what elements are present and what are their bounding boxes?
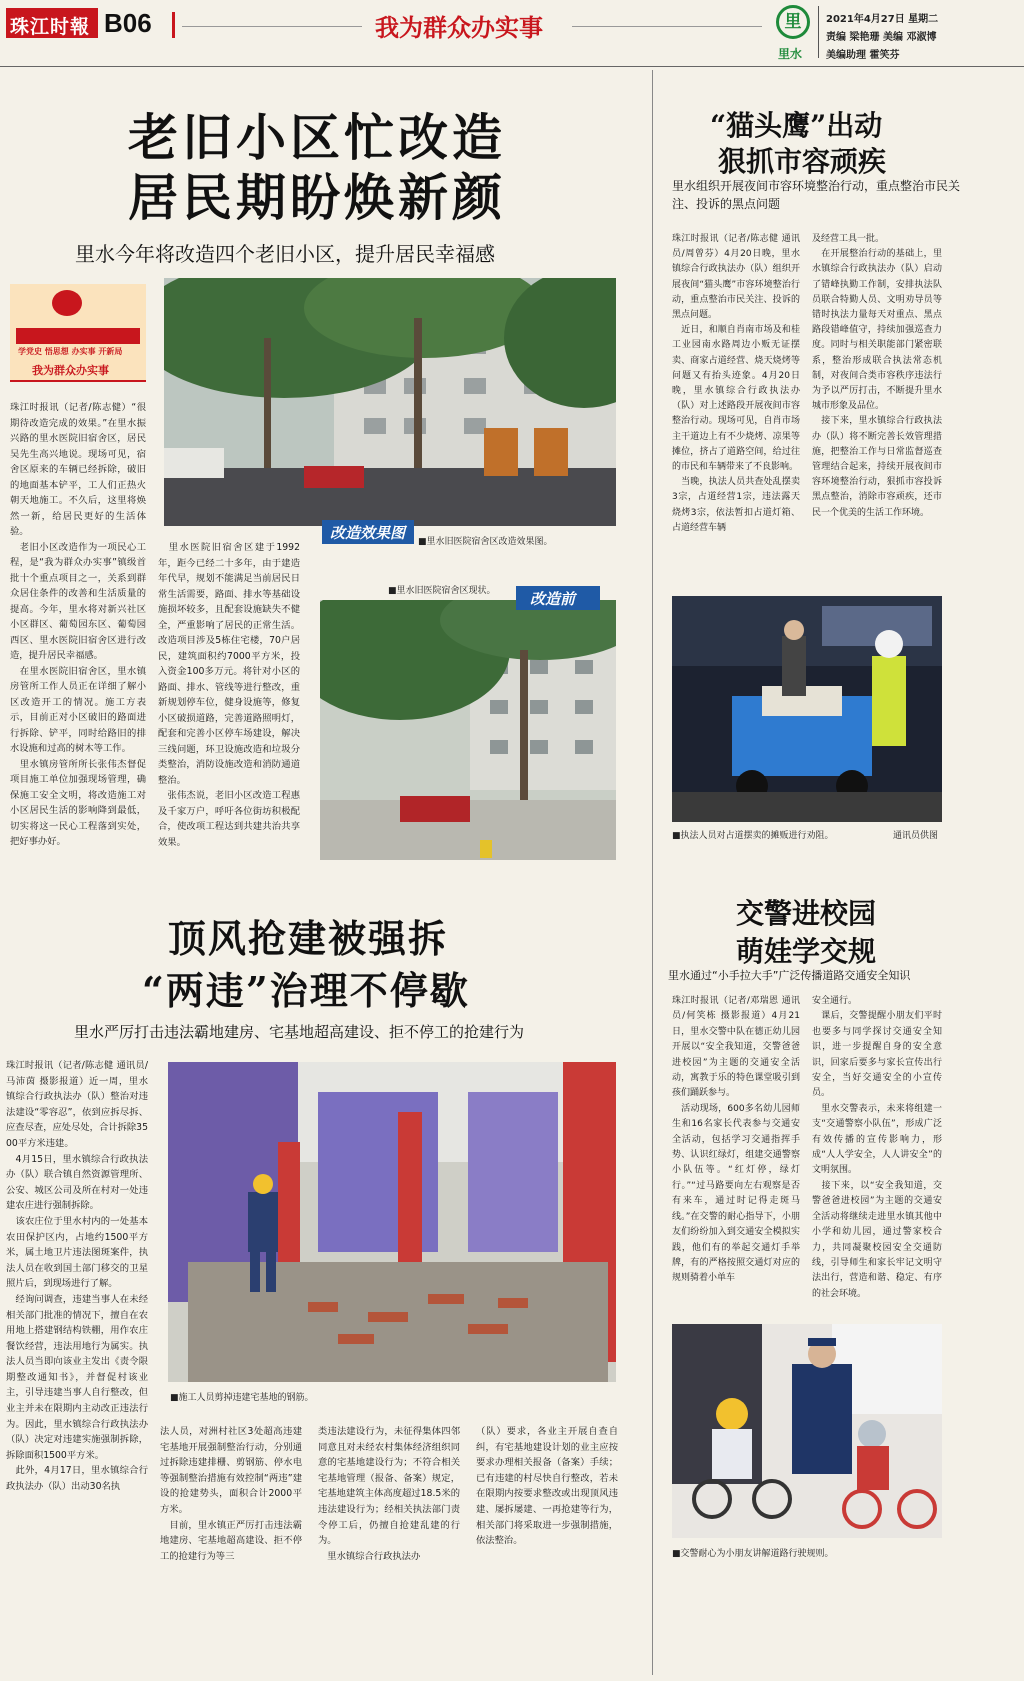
demolition-caption: ■施工人员剪掉违建宅基地的钢筋。 (170, 1393, 314, 1403)
banner-column-name: 我为群众办实事 (32, 364, 109, 377)
article2-title-line1: “猫头鹰”出动 (710, 109, 883, 142)
article4-column1: 珠江时报讯（记者/邓瑞恩 通讯员/何笑栋 摄影报道）4月21日，里水交警中队在德正幼儿园开展以“安全我知道，交警爸爸进校园”为主题的交通安全活动，寓教于乐的特色课堂吸引到孩们踊跃参与。 活动现场，600多名幼儿园师生和16名家长代表参与交通安全活动，包括学习交通指挥手势、认识红绿灯，组建交通警察小队伍等。“红灯停，绿灯行。”“过马路要向左右观察是否有来车，通过时记得走斑马线。”在交警的耐心指导下，小朋友们纷纷加入到交通安全模拟实践，他们有的举起交通灯手举牌，有的严格按照交通灯对应的规则骑着小单车 (672, 996, 800, 1284)
rendering-label-text: 改造效果图 (330, 524, 406, 542)
article3-column4: （队）要求，各业主开展自查自纠，有宅基地建设计划的业主应按要求办理相关报备（备案）手续；已有违建的村尽快自行整改，若未在限期内按要求整改或出现顶风违建、屡拆屡建、一再抢建等行为，相关部门将采取进一步强制措施，依法整治。 (476, 1426, 618, 1547)
lishui-emblem-icon (776, 5, 810, 39)
before-label-text: 改造前 (530, 590, 576, 608)
issue-date: 2021年4月27日 星期二 (826, 14, 939, 25)
emblem-divider (818, 6, 819, 58)
main-column-divider (652, 70, 653, 1675)
masthead (6, 8, 98, 38)
article2-column1: 珠江时报讯（记者/陈志健 通讯员/周曾芬）4月20日晚，里水镇综合行政执法办（队）组织开展夜间“猫头鹰”市容环境整治行动，重点整治市民关注、投诉的黑点问题。 近日，和顺自肖南市场及和桂工业园南水路周边小贩无证摆卖、商家占道经营、烧天烧烤等问题又有抬头迹象。4月20日晚，里水镇综合行政执法办（队）对上述路段开展夜间市容整治行动。现场可见，自肖市场主干道边上有不少烧烤、凉果等摊位，挤占了道路空间，给过往的市民和车辆带来了不良影响。 当晚，执法人员共查处乱摆卖3宗，占道经营1宗，违法露天烧烤3宗，依法暂扣占道灯箱、占道经营车辆 (672, 234, 800, 533)
article1-subtitle: 里水今年将改造四个老旧小区，提升居民幸福感 (75, 242, 495, 266)
page-number: B06 (104, 8, 152, 38)
header-divider (172, 12, 175, 38)
rendering-illustration (164, 278, 616, 526)
paper-name: 珠江时報 (10, 16, 91, 38)
emblem-char: 里 (784, 12, 802, 32)
article2-subtitle: 里水组织开展夜间市容环境整治行动，重点整治市民关注、投诉的黑点问题 (672, 179, 961, 211)
article4-column2: 安全通行。 课后，交警提醒小朋友们平时也要多与同学探讨交通安全知识，进一步提醒自身的安全意识，回家后要多与家长宣传出行安全，当好交通安全的小宣传员。 里水交警表示，未来将组建一支“交通警察小队伍”，形成广泛有效传播的宣传影响力，形成“人人学安全，人人讲安全”的文明氛围。 接下来，以“安全我知道，交警爸爸进校园”为主题的交通安全活动将继续走进里水镇其他中小学和幼儿园，通过警家校合力，共同凝聚校园安全交通防线，引导师生和家长牢记文明守法出行，营造和谐、稳定、有序的社会环境。 (812, 996, 942, 1299)
traffic-class-caption: ■交警耐心为小朋友讲解道路行驶规则。 (672, 1549, 834, 1559)
demolition-photo (168, 1062, 616, 1382)
before-illustration (320, 600, 616, 860)
banner-red-strip (16, 328, 140, 344)
enforcement-photo (672, 596, 942, 822)
article4-subtitle: 里水通过“小手拉大手”广泛传播道路交通安全知识 (668, 969, 911, 982)
traffic-class-illustration (672, 1324, 942, 1538)
article1-column1: 珠江时报讯（记者/陈志健）“很期待改造完成的效果。”在里水振兴路的里水医院旧宿舍区，居民吴先生高兴地说。现场可见，宿舍区原来的车辆已经拆除，破旧的地面基本铲平，工人们正热火朝天地施工。不久后，这里将焕然一新，给居民更好的生活体验。 老旧小区改造作为一项民心工程，是“我为群众办实事”镇级首批十个重点项目之一，关系到群众居住条件的改善和生活质量的提高。今年，里水将对新兴社区小区群区、葡萄园东区、葡萄园西区、里水医院旧宿舍区进行改造，提升居民幸福感。 在里水医院旧宿舍区，里水镇房管所工作人员正在详细了解小区改造开工的情况。施工方表示，目前正对小区破旧的路面进行拆除、铲平，同时给路旧的排水设施和过高的树木等工作。 里水镇房管所所长张伟杰督促项目施工单位加强现场管理，确保施工安全文明，将改造施工对小区居民生活的影响降到最低，切实将这一民心工程落到实处，把好事办好。 (10, 402, 146, 847)
emblem-label: 里水 (778, 47, 803, 61)
before-renovation-photo (320, 600, 616, 860)
article3-column2: 法人员，对洲村社区3处超高违建宅基地开展强制整治行动，分别通过拆除违建排栅、剪钢筋、停水电等强制整治措施有效控制“两违”建设的抢建势头，面积合计2000平方米。 目前，里水镇正严厉打击违法霸地建房、宅基地超高建设、拒不停工的抢建行为等三 (160, 1426, 302, 1562)
party-emblem-icon (52, 290, 82, 316)
header-rule-left (182, 26, 362, 27)
demolition-illustration (168, 1062, 616, 1382)
article3-title-line2: “两违”治理不停歇 (142, 968, 470, 1013)
article3-title-line1: 顶风抢建被强拆 (168, 916, 449, 961)
article4-title-line2: 萌娃学交规 (736, 935, 877, 968)
article2-title-line2: 狠抓市容顽疾 (718, 145, 887, 178)
banner-slogan: 学党史 悟思想 办实事 开新局 (18, 347, 123, 356)
enforcement-credit: 通讯员供图 (893, 831, 939, 841)
header-rule-right (572, 26, 762, 27)
rendering-label-badge (322, 520, 414, 544)
article1-title-line1: 老旧小区忙改造 (128, 108, 506, 167)
article4-title-line1: 交警进校园 (736, 897, 877, 930)
article3-column3: 类违法建设行为，未征得集体四邻同意且对未经农村集体经济组织同意的宅基地建设行为；不符合相关宅基地管理（报备、备案）规定，宅基地建筑主体高度超过18.5米的违法建设行为；经相关执法部门责令停工后，仍擅自抢建乱建的行为。 里水镇综合行政执法办 (318, 1426, 460, 1562)
campaign-banner (10, 284, 146, 382)
rendering-caption: ■里水旧医院宿舍区改造效果图。 (418, 537, 553, 547)
traffic-class-photo (672, 1324, 942, 1538)
before-caption: ■里水旧医院宿舍区现状。 (388, 586, 496, 596)
credits-editor: 责编 梁艳珊 美编 邓淑博 (826, 32, 937, 43)
article3-column1: 珠江时报讯（记者/陈志健 通讯员/马沛茵 摄影报道）近一周，里水镇综合行政执法办（队）整治对违法建设“零容忍”，依到应拆尽拆、应查尽查，应处尽处，合计拆除3500平方米违建。 4月15日，里水镇综合行政执法办（队）联合镇自然资源管理所、公安、城区公司及所在村对一处违建农庄进行强制拆除。 该农庄位于里水村内的一处基本农田保护区内，占地约1500平方米，属土地卫片违法图斑案件，执法人员在收到国土部门移交的卫星照片后，到现场进行了解。 经询问调查，违建当事人在未经相关部门批准的情况下，擅自在农用地上搭建钢结构铁棚，用作农庄餐饮经营，违法用地行为属实。执法人员当即向该业主发出《责令限期整改通知书》，并督促村该业主，引导违建当事人自行整改，但业主并未在限期内主动改正违法行为。因此，里水镇综合行政执法办（队）决定对违建实施强制拆除，拆除面积1500平方米。 此外，4月17日，里水镇综合行政执法办（队）出动30名执 (6, 1060, 148, 1493)
article1-column2: 里水医院旧宿舍区建于1992年，距今已经二十多年，由于建造年代早，规划不能满足当前居民日常生活需要，路面、排水等基础设施损坏较多，且配套设施缺失不健全，严重影响了居民的正常生活。改造项目涉及5栋住宅楼，70户居民，建筑面积约7000平方米，投入资金100多万元。将针对小区的路面、排水、管线等进行整改，重新规划停车位，健身设施等，修复小区破损道路，完善道路照明灯，配套和完善小区停车场建设，解决三线问题，环卫设施改造和垃圾分类整治，消防设施改造和消防通道整治。 张伟杰说，老旧小区改造工程惠及千家万户，呼吁各位街坊积极配合，使改项工程达到共建共治共享效果。 (158, 542, 300, 848)
enforcement-caption: ■执法人员对占道摆卖的摊贩进行劝阻。 (672, 831, 834, 841)
article1-title-line2: 居民期盼焕新颜 (128, 168, 506, 227)
before-label-badge (516, 586, 600, 610)
renovation-rendering-photo (164, 278, 616, 526)
article3-subtitle: 里水严厉打击违法霸地建房、宅基地超高建设、拒不停工的抢建行为 (74, 1023, 525, 1041)
header-bottom-rule (0, 66, 1024, 67)
article2-column2: 及经营工具一批。 在开展整治行动的基础上，里水镇综合行政执法办（队）启动了错峰执勤工作制，安排执法队员联合特勤人员、文明劝导员等错时执法力量每天对重点、黑点路段错峰值守，持续加强巡查力度。同时与相关职能部门紧密联系，整治形成联合执法常态机制，对夜间合类市容秩序违法行为予以严厉打击，不断提升里水城市形象及品位。 接下来，里水镇综合行政执法办（队）将不断完善长效管理措施，把整治工作与日常监督巡查管理结合起来，持续开展夜间市容环境整治行动，狠抓市容投诉黑点整治，消除市容顽疾，还市民一个优美的生活工作环境。 (812, 234, 942, 518)
enforcement-illustration (672, 596, 942, 822)
column-title: 我为群众办实事 (375, 13, 543, 42)
credits-assistant: 美编助理 霍笑芬 (826, 50, 900, 61)
